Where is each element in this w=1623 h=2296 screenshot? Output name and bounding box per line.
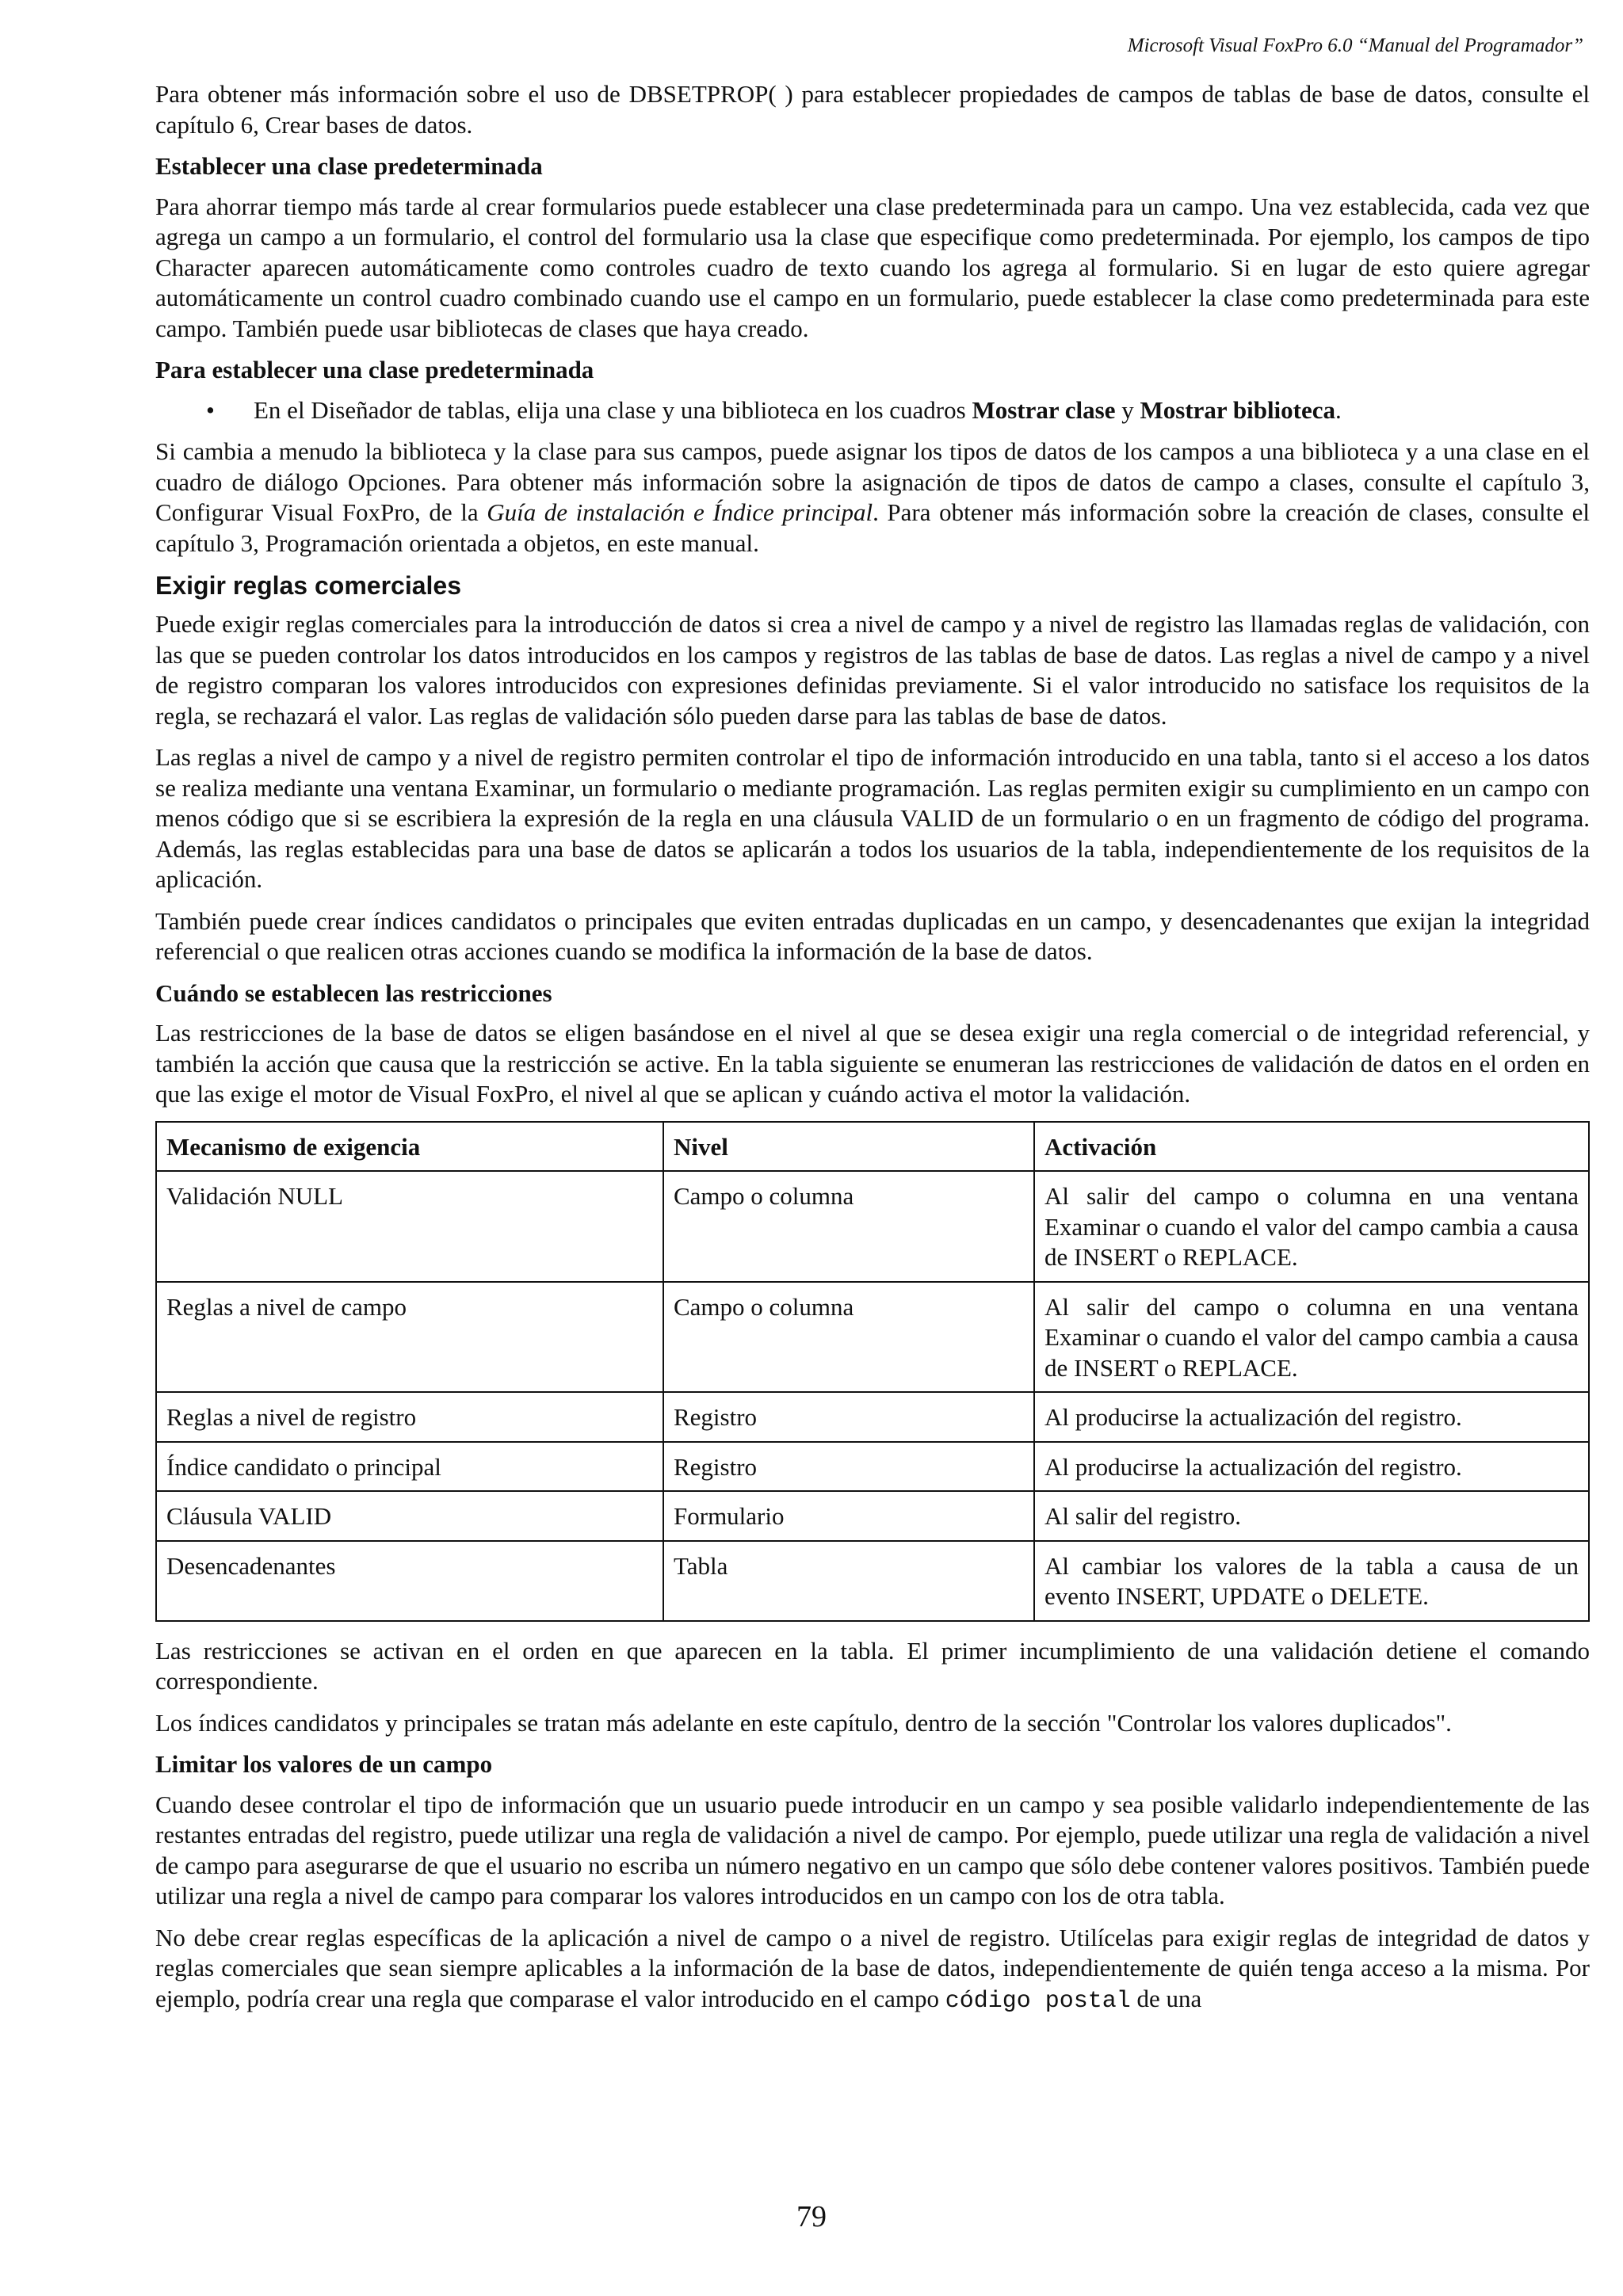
running-header: Microsoft Visual FoxPro 6.0 “Manual del Programador” xyxy=(1127,35,1583,56)
heading-establecer-clase: Establecer una clase predeterminada xyxy=(155,152,543,180)
paragraph-restricciones: Las restricciones de la base de datos se eligen basándose en el nivel al que se desea exigir una regla comercial o de integridad referencial, y también la acción que causa que la restricción se active. En la tabla siguiente se enumeran las restricciones de validación de datos en el orden en que las exige el motor de Visual FoxPro, el nivel al que se aplican y cuándo activa el motor la validación. xyxy=(155,1019,1590,1108)
table-cell: Al producirse la actualización del registro. xyxy=(1034,1392,1589,1442)
bullet-list xyxy=(155,395,1590,426)
page-number: 79 xyxy=(796,2200,827,2233)
table-row xyxy=(156,1541,1589,1621)
paragraph-dbsetprop: Para obtener más información sobre el uso de DBSETPROP( ) para establecer propiedades de campos de tablas de base de datos, consulte el capítulo 6, Crear bases de datos. xyxy=(155,80,1590,139)
table-cell: Al salir del registro. xyxy=(1034,1491,1589,1541)
table-cell: Tabla xyxy=(663,1541,1034,1621)
table-cell: Registro xyxy=(663,1392,1034,1442)
paragraph-reglas-3: También puede crear índices candidatos o principales que eviten entradas duplicadas en un campo, y desencadenantes que exijan la integridad referencial o que realicen otras acciones cuando se modifica la información de la base de datos. xyxy=(155,906,1590,965)
table-cell: Al salir del campo o columna en una ventana Examinar o cuando el valor del campo cambia a causa de INSERT o REPLACE. xyxy=(1034,1171,1589,1282)
paragraph-limitar-2: No debe crear reglas específicas de la aplicación a nivel de campo o a nivel de registro. Utilícelas para exigir reglas de integridad de datos y reglas comerciales que sean siempre aplicables a la información de la base de datos, independientemente de quién tenga acceso a la misma. Por ejemplo, podría crear una regla que comparase el valor introducido en el campo código postal de una xyxy=(155,1923,1590,2015)
column-header: Nivel xyxy=(663,1122,1034,1172)
table-cell: Reglas a nivel de registro xyxy=(156,1392,663,1442)
table-cell: Formulario xyxy=(663,1491,1034,1541)
table-cell: Al cambiar los valores de la tabla a causa de un evento INSERT, UPDATE o DELETE. xyxy=(1034,1541,1589,1621)
paragraph-clase-predeterminada: Para ahorrar tiempo más tarde al crear formularios puede establecer una clase predeterminada para un campo. Una vez establecida, cada vez que agrega un campo a un formulario, el control del formulario usa la clase que especifique como predeterminada. Por ejemplo, los campos de tipo Character aparecen automáticamente como controles cuadro de texto cuando los agrega al formulario. Si en lugar de esto quiere agregar automáticamente un control cuadro combinado cuando use el campo en un formulario, puede establecer la clase como predeterminada para este campo. También puede usar bibliotecas de clases que haya creado. xyxy=(155,192,1590,342)
table-cell: Registro xyxy=(663,1442,1034,1492)
column-header: Activación xyxy=(1034,1122,1589,1172)
page-content xyxy=(155,79,1590,2027)
heading-procedure: Para establecer una clase predeterminada xyxy=(155,356,594,383)
table-row xyxy=(156,1491,1589,1541)
table-row xyxy=(156,1282,1589,1393)
paragraph-opciones: Si cambia a menudo la biblioteca y la clase para sus campos, puede asignar los tipos de datos de los campos a una biblioteca y a una clase en el cuadro de diálogo Opciones. Para obtener más información sobre la asignación de tipos de datos de campo a clases, consulte el capítulo 3, Configurar Visual FoxPro, de la Guía de instalación e Índice principal. Para obtener más información sobre la creación de clases, consulte el capítulo 3, Programación orientada a objetos, en este manual. xyxy=(155,437,1590,557)
heading-exigir-reglas: Exigir reglas comerciales xyxy=(155,571,461,600)
ui-term-mostrar-clase: Mostrar clase xyxy=(972,395,1116,424)
table-cell: Cláusula VALID xyxy=(156,1491,663,1541)
table-row xyxy=(156,1171,1589,1282)
bullet-icon: • xyxy=(206,395,215,424)
table-cell: Campo o columna xyxy=(663,1171,1034,1282)
table-cell: Índice candidato o principal xyxy=(156,1442,663,1492)
heading-cuando: Cuándo se establecen las restricciones xyxy=(155,978,552,1007)
heading-limitar: Limitar los valores de un campo xyxy=(155,1750,493,1778)
table-cell: Validación NULL xyxy=(156,1171,663,1282)
paragraph-reglas-1: Puede exigir reglas comerciales para la introducción de datos si crea a nivel de campo y a nivel de registro las llamadas reglas de validación, con las que se pueden controlar los datos introducidos en los campos y registros de las tablas de base de datos. Las reglas a nivel de campo y a nivel de registro comparan los valores introducidos con expresiones definidas previamente. Si el valor introducido no satisface los requisitos de la regla, se rechazará el valor. Las reglas de validación sólo pueden darse para las tablas de base de datos. xyxy=(155,610,1590,730)
table-row xyxy=(156,1442,1589,1492)
code-field-name: código postal xyxy=(945,1987,1131,2015)
table-cell: Al producirse la actualización del registro. xyxy=(1034,1442,1589,1492)
table-cell: Desencadenantes xyxy=(156,1541,663,1621)
table-cell: Al salir del campo o columna en una ventana Examinar o cuando el valor del campo cambia a causa de INSERT o REPLACE. xyxy=(1034,1282,1589,1393)
paragraph-limitar-1: Cuando desee controlar el tipo de información que un usuario puede introducir en un campo y sea posible validarlo independientemente de las restantes entradas del registro, puede utilizar una regla de validación a nivel de campo. Por ejemplo, puede utilizar una regla de validación a nivel de campo para asegurarse de que el usuario no escriba un número negativo en un campo que sólo debe contener valores positivos. También puede utilizar una regla a nivel de campo para comparar los valores introducidos en un campo con los de otra tabla. xyxy=(155,1790,1590,1909)
list-item: • En el Diseñador de tablas, elija una clase y una biblioteca en los cuadros Mostrar clase y Mostrar biblioteca. xyxy=(155,395,1590,426)
paragraph-indices: Los índices candidatos y principales se tratan más adelante en este capítulo, dentro de la sección "Controlar los valores duplicados". xyxy=(155,1708,1452,1737)
book-title: Guía de instalación e Índice principal xyxy=(487,498,873,526)
table-row xyxy=(156,1392,1589,1442)
table-cell: Campo o columna xyxy=(663,1282,1034,1393)
ui-term-mostrar-biblioteca: Mostrar biblioteca xyxy=(1140,395,1336,424)
paragraph-orden: Las restricciones se activan en el orden en que aparecen en la tabla. El primer incumplimiento de una validación detiene el comando correspondiente. xyxy=(155,1636,1590,1695)
paragraph-reglas-2: Las reglas a nivel de campo y a nivel de registro permiten controlar el tipo de información introducido en una tabla, tanto si el acceso a los datos se realiza mediante una ventana Examinar, un formulario o mediante programación. Las reglas permiten exigir su cumplimiento en un campo con menos código que si se escribiera la expresión de la regla en una cláusula VALID de un formulario o en un fragmento de código del programa. Además, las reglas establecidas para una base de datos se aplicarán a todos los usuarios de la tabla, independientemente de los requisitos de la aplicación. xyxy=(155,743,1590,893)
restrictions-table xyxy=(155,1121,1590,1622)
column-header: Mecanismo de exigencia xyxy=(156,1122,663,1172)
table-cell: Reglas a nivel de campo xyxy=(156,1282,663,1393)
table-header-row xyxy=(156,1122,1589,1172)
